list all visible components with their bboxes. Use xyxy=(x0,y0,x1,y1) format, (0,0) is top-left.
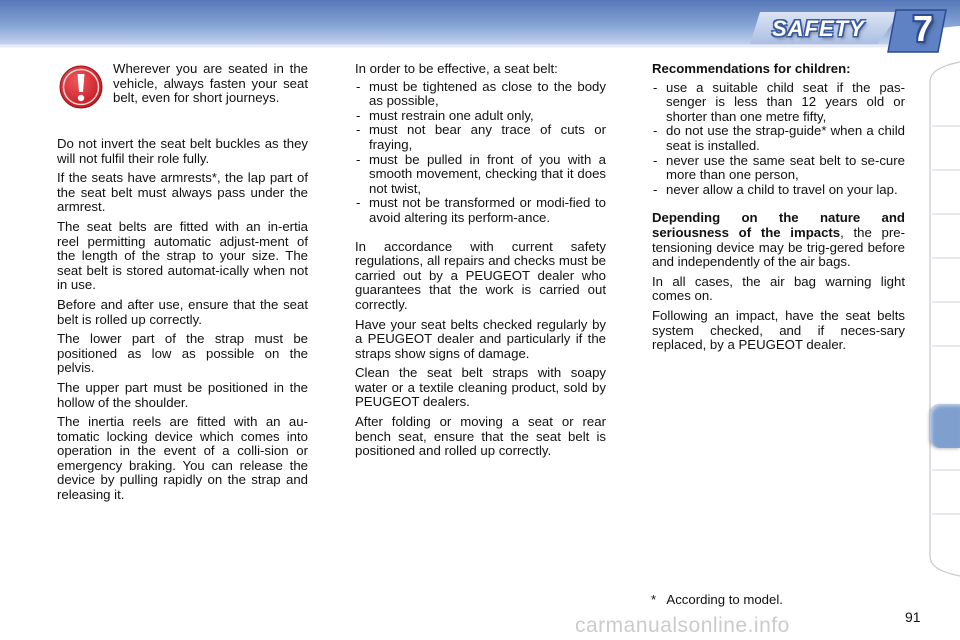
paragraph: If the seats have armrests*, the lap part of the seat belt must always pass under the armrest. xyxy=(57,170,308,215)
section-title: SAFETY xyxy=(772,16,865,41)
warning-text: Wherever you are seated in the vehicle, always fasten your seat belt, even for short journeys. xyxy=(113,61,308,106)
list-item: - use a suitable child seat if the pas-senger is less than 12 years old or shorter than one metre fifty, xyxy=(652,81,905,125)
page-number: 91 xyxy=(905,609,921,625)
column-1 xyxy=(57,137,308,508)
impact-paragraph xyxy=(652,211,905,269)
exclamation-icon xyxy=(58,64,104,110)
children-heading: Recommendations for children: xyxy=(652,61,851,76)
column-2 xyxy=(355,62,606,464)
list-item: - must restrain one adult only, xyxy=(355,109,606,124)
paragraph: In all cases, the air bag warning light comes on. xyxy=(652,273,905,304)
seatbelt-intro: In order to be effective, a seat belt: xyxy=(355,61,558,76)
chapter-tabs-outline xyxy=(926,60,960,580)
chapter-tabs xyxy=(926,60,960,580)
paragraph: Following an impact, have the seat belts system checked, and if neces-sary replaced, by a PEUGEOT dealer. xyxy=(652,307,905,353)
paragraph: The seat belts are fitted with an in-ertia reel permitting automatic adjust-ment of the length of the strap to your size. The seat belt is stored automat-ically when not in use. xyxy=(57,218,308,293)
list-item: - must not bear any trace of cuts or fraying, xyxy=(355,123,606,152)
paragraph: In accordance with current safety regulations, all repairs and checks must be carried out by a PEUGEOT dealer who guarantees that the work is carried out correctly. xyxy=(355,238,606,312)
list-item: - never allow a child to travel on your lap. xyxy=(652,183,905,198)
paragraph: The inertia reels are fitted with an au-tomatic locking device which comes into operation in the event of a colli-sion or emergency braking. You can release the device by pulling rapidly on the strap and releasing it. xyxy=(57,414,308,503)
paragraph: Before and after use, ensure that the seat belt is rolled up correctly. xyxy=(57,296,308,327)
chapter-tab-7-active[interactable] xyxy=(930,404,960,448)
paragraph: The upper part must be positioned in the hollow of the shoulder. xyxy=(57,379,308,410)
impact-text: , the pre-tensioning device may be trig-gered before and independently of the air bags. xyxy=(652,224,905,270)
impact-bold-text: Depending on the nature and seriousness of the impacts xyxy=(652,210,905,240)
paragraph: Do not invert the seat belt buckles as they will not fulfil their role fully. xyxy=(57,136,308,166)
footnote: * According to model. xyxy=(651,592,783,607)
watermark: carmanualsonline.info xyxy=(575,614,790,637)
list-item: - must be pulled in front of you with a smooth movement, checking that it does not twist, xyxy=(355,153,606,197)
paragraph: Clean the seat belt straps with soapy water or a textile cleaning product, sold by PEUGEOT dealers. xyxy=(355,365,606,410)
paragraph: After folding or moving a seat or rear bench seat, ensure that the seat belt is positioned and rolled up correctly. xyxy=(355,414,606,459)
list-item: - never use the same seat belt to se-cure more than one person, xyxy=(652,154,905,183)
seatbelt-requirements-list xyxy=(355,80,606,226)
column-3 xyxy=(652,62,905,358)
list-item: - must not be transformed or modi-fied to avoid altering its perform-ance. xyxy=(355,196,606,225)
list-item: - must be tightened as close to the body as possible, xyxy=(355,80,606,109)
paragraph: Have your seat belts checked regularly by a PEUGEOT dealer and particularly if the straps show signs of damage. xyxy=(355,316,606,361)
paragraph: The lower part of the strap must be positioned as low as possible on the pelvis. xyxy=(57,331,308,376)
chapter-number: 7 xyxy=(912,8,934,49)
children-recommendations-list xyxy=(652,81,905,198)
list-item: - do not use the strap-guide* when a child seat is installed. xyxy=(652,124,905,153)
header-band xyxy=(0,0,960,54)
